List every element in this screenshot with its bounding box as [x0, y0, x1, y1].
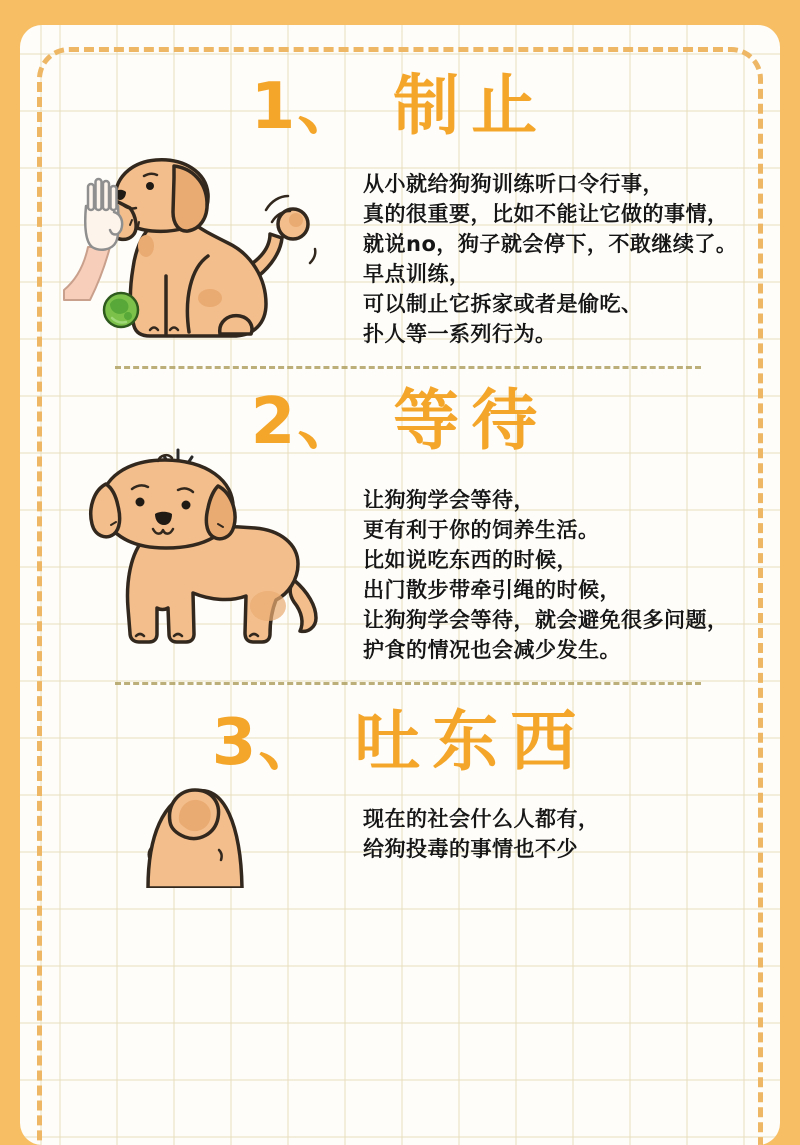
poster-panel [20, 25, 780, 1145]
text-line: 出门散步带牵引绳的时候， [363, 578, 621, 602]
ball-icon [104, 293, 138, 327]
dog-head [91, 455, 235, 548]
section-divider [115, 366, 701, 369]
text-line: 让狗狗学会等待， [363, 488, 535, 512]
dog-standing-illustration [50, 428, 350, 663]
dog-tail [290, 580, 316, 631]
section-1-heading: 制止 [393, 67, 550, 144]
section-3-heading: 吐东西 [354, 703, 589, 780]
text-line: 让狗狗学会等待，就会避免很多问题， [363, 608, 729, 632]
section-3-title [20, 703, 780, 780]
section-2-heading: 等待 [393, 382, 550, 459]
text-line: 护食的情况也会减少发生。 [363, 638, 621, 662]
dog-body [130, 220, 266, 336]
section-divider [115, 682, 701, 685]
text-line: 比如说吃东西的时候， [363, 548, 578, 572]
text-line: 真的很重要，比如不能让它做的事情， [363, 202, 729, 226]
section-1-number: 1、 [250, 70, 364, 144]
dog-head-top [148, 790, 242, 888]
section-1-title [20, 67, 780, 144]
section-2-number: 2、 [250, 385, 364, 459]
stop-hand-icon [64, 179, 122, 300]
text-line: 现在的社会什么人都有， [363, 807, 600, 831]
section-3-number: 3、 [211, 706, 325, 780]
text-line: 可以制止它拆家或者是偷吃、 [363, 292, 643, 316]
dog-sitting-illustration [58, 148, 343, 353]
section-1-text [363, 169, 763, 349]
text-line: 给狗投毒的事情也不少 [363, 837, 578, 861]
section-2-text [363, 485, 763, 665]
text-line: 从小就给狗狗训练听口令行事， [363, 172, 664, 196]
text-line: 扑人等一系列行为。 [363, 322, 557, 346]
section-3-text [363, 804, 763, 864]
text-line: 更有利于你的饲养生活。 [363, 518, 600, 542]
text-line: 就说no，狗子就会停下，不敢继续了。 [363, 232, 738, 256]
text-line: 早点训练， [363, 262, 471, 286]
dog-head-top-illustration [115, 778, 345, 888]
